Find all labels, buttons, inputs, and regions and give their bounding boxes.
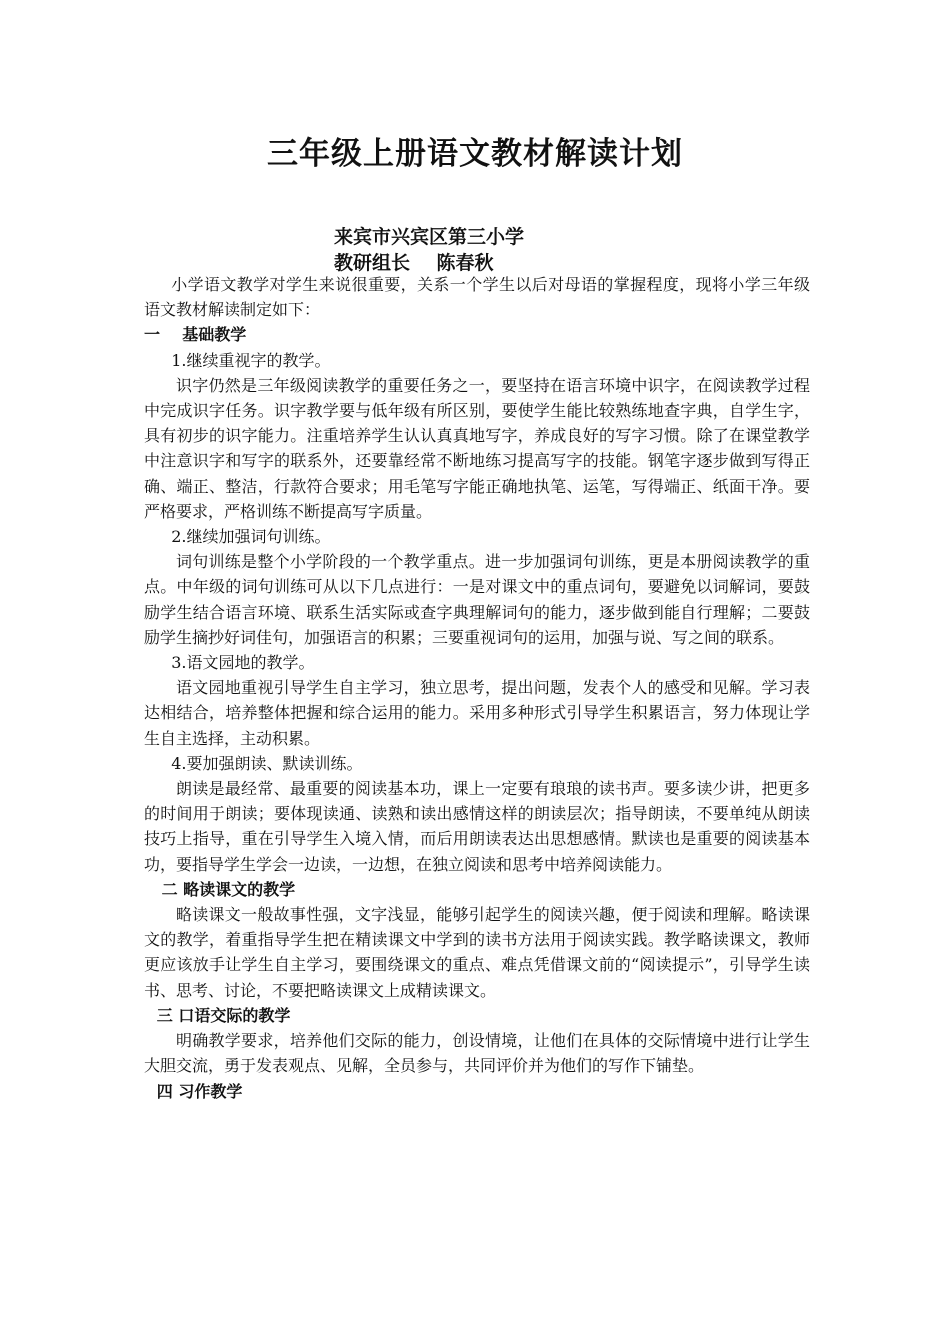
intro-paragraph: 小学语文教学对学生来说很重要，关系一个学生以后对母语的掌握程度，现将小学三年级语文教材解读制定如下：: [144, 275, 810, 320]
item-paragraph-3: 语文园地重视引导学生自主学习，独立思考，提出问题，发表个人的感受和见解。学习表达相结合，培养整体把握和综合运用的能力。采用多种形式引导学生积累语言，努力体现让学生自主选择，主动积累。: [144, 678, 810, 748]
section-heading-composition: 四 习作教学: [156, 1081, 243, 1101]
section-heading-skim-reading: 二 略读课文的教学: [161, 879, 296, 899]
author-role-name: 教研组长 陈春秋: [334, 252, 494, 274]
item-paragraph-1: 识字仍然是三年级阅读教学的重要任务之一，要坚持在语言环境中识字，在阅读教学过程中完成识字任务。识字教学要与低年级有所区别，要使学生能比较熟练地查字典，自学生字，具有初步的识字能力。注重培养学生认认真真地写字，养成良好的写字习惯。除了在课堂教学中注意识字和写字的联系外，还要靠经常不断地练习提高写字的技能。钢笔字逐步做到写得正确、端正、整洁，行款符合要求；用毛笔写字能正确地执笔、运笔，写得端正、纸面干净。要严格要求，严格训练不断提高写字质量。: [144, 375, 810, 521]
section-heading-oral-communication: 三 口语交际的教学: [156, 1005, 291, 1025]
item-label-1: 1.继续重视字的教学。: [171, 350, 331, 370]
item-paragraph-2: 词句训练是整个小学阶段的一个教学重点。进一步加强词句训练，更是本册阅读教学的重点。中年级的词句训练可从以下几点进行：一是对课文中的重点词句，要避免以词解词，要鼓励学生结合语言环境、联系生活实际或查字典理解词句的能力，逐步做到能自行理解；二要鼓励学生摘抄好词佳句，加强语言的积累；三要重视词句的运用，加强与说、写之间的联系。: [144, 552, 810, 647]
section-heading-basic-teaching: 一 基础教学: [144, 325, 247, 345]
item-label-3: 3.语文园地的教学。: [171, 653, 315, 673]
document-body: [144, 272, 810, 1104]
document-title: 三年级上册语文教材解读计划: [267, 136, 683, 172]
item-paragraph-4: 朗读是最经常、最重要的阅读基本功，课上一定要有琅琅的读书声。要多读少讲，把更多的时间用于朗读；要体现读通、读熟和读出感情这样的朗读层次；指导朗读，不要单纯从朗读技巧上指导，重在引导学生入境入情，而后用朗读表达出思想感情。默读也是重要的阅读基本功，要指导学生学会一边读，一边想，在独立阅读和思考中培养阅读能力。: [144, 779, 810, 874]
item-label-2: 2.继续加强词句训练。: [171, 527, 331, 547]
section2-paragraph: 略读课文一般故事性强，文字浅显，能够引起学生的阅读兴趣，便于阅读和理解。略读课文的教学，着重指导学生把在精读课文中学到的读书方法用于阅读实践。教学略读课文，教师更应该放手让学生自主学习，要围绕课文的重点、难点凭借课文前的“阅读提示”，引导学生读书、思考、讨论，不要把略读课文上成精读课文。: [144, 905, 810, 1000]
author-block: [334, 224, 524, 276]
section3-paragraph: 明确教学要求，培养他们交际的能力，创设情境，让他们在具体的交际情境中进行让学生大胆交流，勇于发表观点、见解，全员参与，共同评价并为他们的写作下铺垫。: [144, 1031, 810, 1076]
item-label-4: 4.要加强朗读、默读训练。: [171, 753, 363, 773]
author-school: 来宾市兴宾区第三小学: [334, 226, 525, 248]
